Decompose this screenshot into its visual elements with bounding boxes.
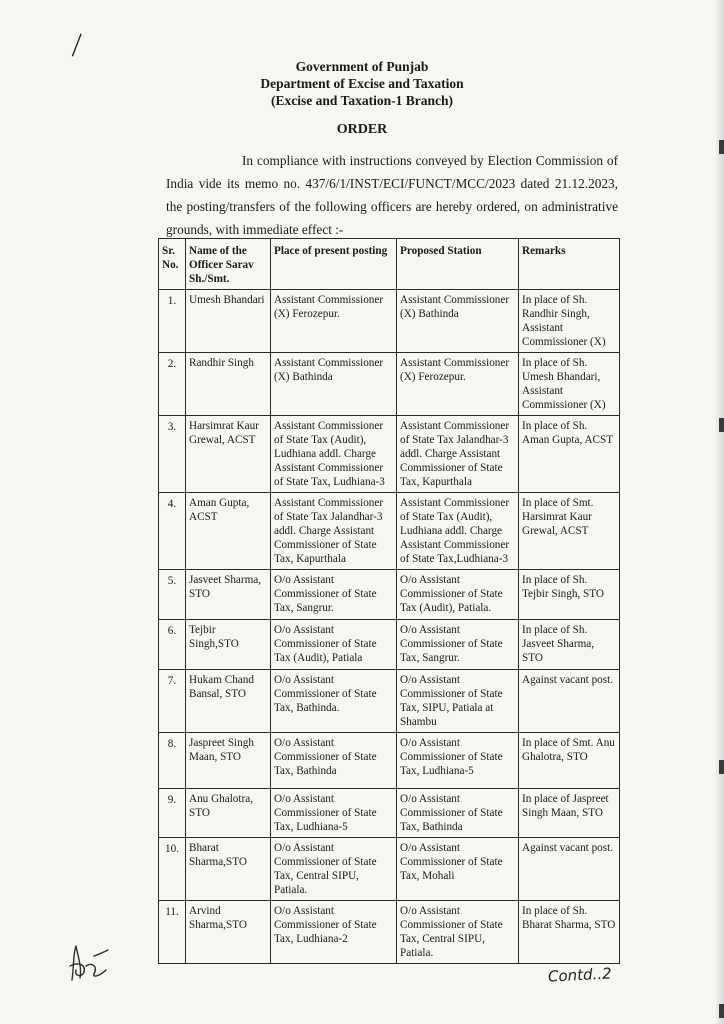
order-title: ORDER: [336, 122, 388, 137]
table-row: [159, 416, 620, 493]
cell-sr-no: 9.: [159, 789, 186, 838]
cell-remarks: Against vacant post.: [519, 670, 620, 733]
header-present-posting: Place of present posting: [271, 239, 397, 290]
cell-proposed-station: O/o Assistant Commissioner of State Tax, SIPU, Patiala at Shambu: [397, 670, 519, 733]
scan-edge-mark: [719, 418, 724, 432]
cell-sr-no: 2.: [159, 353, 186, 416]
table-row: [159, 620, 620, 670]
cell-remarks: In place of Sh. Aman Gupta, ACST: [519, 416, 620, 493]
cell-officer-name: Aman Gupta, ACST: [186, 493, 271, 570]
handwritten-signature: [64, 936, 112, 986]
cell-officer-name: Tejbir Singh,STO: [186, 620, 271, 670]
cell-sr-no: 8.: [159, 733, 186, 789]
cell-proposed-station: Assistant Commissioner (X) Bathinda: [397, 290, 519, 353]
cell-remarks: In place of Sh. Randhir Singh, Assistant Commissioner (X): [519, 290, 620, 353]
table-row: [159, 493, 620, 570]
header-proposed-station: Proposed Station: [397, 239, 519, 290]
handwritten-page-mark: /: [70, 27, 83, 62]
header-government: Government of Punjab: [295, 59, 429, 74]
scan-edge-mark: [719, 1004, 724, 1018]
header-officer-name: Name of the Officer Sarav Sh./Smt.: [186, 239, 271, 290]
cell-sr-no: 3.: [159, 416, 186, 493]
cell-officer-name: Bharat Sharma,STO: [186, 838, 271, 901]
cell-officer-name: Randhir Singh: [186, 353, 271, 416]
cell-present-posting: Assistant Commissioner of State Tax (Audit), Ludhiana addl. Charge Assistant Commissioner of State Tax, Ludhiana-3: [271, 416, 397, 493]
cell-remarks: Against vacant post.: [519, 838, 620, 901]
cell-proposed-station: Assistant Commissioner (X) Ferozepur.: [397, 353, 519, 416]
cell-remarks: In place of Jaspreet Singh Maan, STO: [519, 789, 620, 838]
cell-sr-no: 6.: [159, 620, 186, 670]
cell-sr-no: 5.: [159, 570, 186, 620]
cell-proposed-station: O/o Assistant Commissioner of State Tax, Sangrur.: [397, 620, 519, 670]
cell-remarks: In place of Smt. Anu Ghalotra, STO: [519, 733, 620, 789]
cell-sr-no: 10.: [159, 838, 186, 901]
header-branch: (Excise and Taxation-1 Branch): [271, 93, 453, 108]
table-body: [159, 290, 620, 964]
cell-present-posting: O/o Assistant Commissioner of State Tax, Central SIPU, Patiala.: [271, 838, 397, 901]
document-header: [0, 58, 724, 109]
cell-present-posting: Assistant Commissioner of State Tax Jalandhar-3 addl. Charge Assistant Commissioner of State Tax, Kapurthala: [271, 493, 397, 570]
cell-remarks: In place of Sh. Umesh Bhandari, Assistant Commissioner (X): [519, 353, 620, 416]
scan-edge-mark: [719, 760, 724, 774]
table-row: [159, 353, 620, 416]
cell-sr-no: 7.: [159, 670, 186, 733]
cell-officer-name: Anu Ghalotra, STO: [186, 789, 271, 838]
scan-edge-strip: [716, 0, 724, 1024]
intro-paragraph: [166, 149, 618, 241]
table-row: [159, 290, 620, 353]
cell-present-posting: Assistant Commissioner (X) Bathinda: [271, 353, 397, 416]
cell-proposed-station: O/o Assistant Commissioner of State Tax, Central SIPU, Patiala.: [397, 901, 519, 964]
table-row: [159, 838, 620, 901]
cell-sr-no: 1.: [159, 290, 186, 353]
cell-present-posting: Assistant Commissioner (X) Ferozepur.: [271, 290, 397, 353]
transfer-table: [158, 238, 620, 964]
table-row: [159, 670, 620, 733]
cell-proposed-station: O/o Assistant Commissioner of State Tax, Bathinda: [397, 789, 519, 838]
table-row: [159, 570, 620, 620]
cell-sr-no: 11.: [159, 901, 186, 964]
scan-edge-mark: [719, 140, 724, 154]
cell-officer-name: Harsimrat Kaur Grewal, ACST: [186, 416, 271, 493]
cell-officer-name: Umesh Bhandari: [186, 290, 271, 353]
cell-present-posting: O/o Assistant Commissioner of State Tax, Sangrur.: [271, 570, 397, 620]
cell-officer-name: Jaspreet Singh Maan, STO: [186, 733, 271, 789]
cell-sr-no: 4.: [159, 493, 186, 570]
table-header-row: [159, 239, 620, 290]
header-department: Department of Excise and Taxation: [260, 76, 464, 91]
table-row: [159, 901, 620, 964]
cell-remarks: In place of Smt. Harsimrat Kaur Grewal, ACST: [519, 493, 620, 570]
table-row: [159, 789, 620, 838]
table-row: [159, 733, 620, 789]
cell-present-posting: O/o Assistant Commissioner of State Tax, Ludhiana-5: [271, 789, 397, 838]
continued-note: Contd..2: [547, 964, 613, 986]
cell-officer-name: Arvind Sharma,STO: [186, 901, 271, 964]
cell-present-posting: O/o Assistant Commissioner of State Tax (Audit), Patiala: [271, 620, 397, 670]
cell-remarks: In place of Sh. Bharat Sharma, STO: [519, 901, 620, 964]
cell-proposed-station: Assistant Commissioner of State Tax Jalandhar-3 addl. Charge Assistant Commissioner of State Tax, Kapurthala: [397, 416, 519, 493]
intro-text: In compliance with instructions conveyed by Election Commission of India vide its memo no. 437/6/1/INST/ECI/FUNCT/MCC/2023 dated 21.12.2023, the posting/transfers of the following officers are hereby ordered, on administrative grounds, with immediate effect :-: [166, 153, 618, 237]
cell-remarks: In place of Sh. Jasveet Sharma, STO: [519, 620, 620, 670]
header-remarks: Remarks: [519, 239, 620, 290]
cell-officer-name: Jasveet Sharma, STO: [186, 570, 271, 620]
cell-proposed-station: Assistant Commissioner of State Tax (Audit), Ludhiana addl. Charge Assistant Commissioner of State Tax,Ludhiana-3: [397, 493, 519, 570]
cell-proposed-station: O/o Assistant Commissioner of State Tax (Audit), Patiala.: [397, 570, 519, 620]
cell-present-posting: O/o Assistant Commissioner of State Tax, Ludhiana-2: [271, 901, 397, 964]
cell-remarks: In place of Sh. Tejbir Singh, STO: [519, 570, 620, 620]
cell-officer-name: Hukam Chand Bansal, STO: [186, 670, 271, 733]
header-sr-no: Sr. No.: [159, 239, 186, 290]
cell-present-posting: O/o Assistant Commissioner of State Tax, Bathinda: [271, 733, 397, 789]
cell-proposed-station: O/o Assistant Commissioner of State Tax, Mohali: [397, 838, 519, 901]
cell-proposed-station: O/o Assistant Commissioner of State Tax, Ludhiana-5: [397, 733, 519, 789]
cell-present-posting: O/o Assistant Commissioner of State Tax, Bathinda.: [271, 670, 397, 733]
